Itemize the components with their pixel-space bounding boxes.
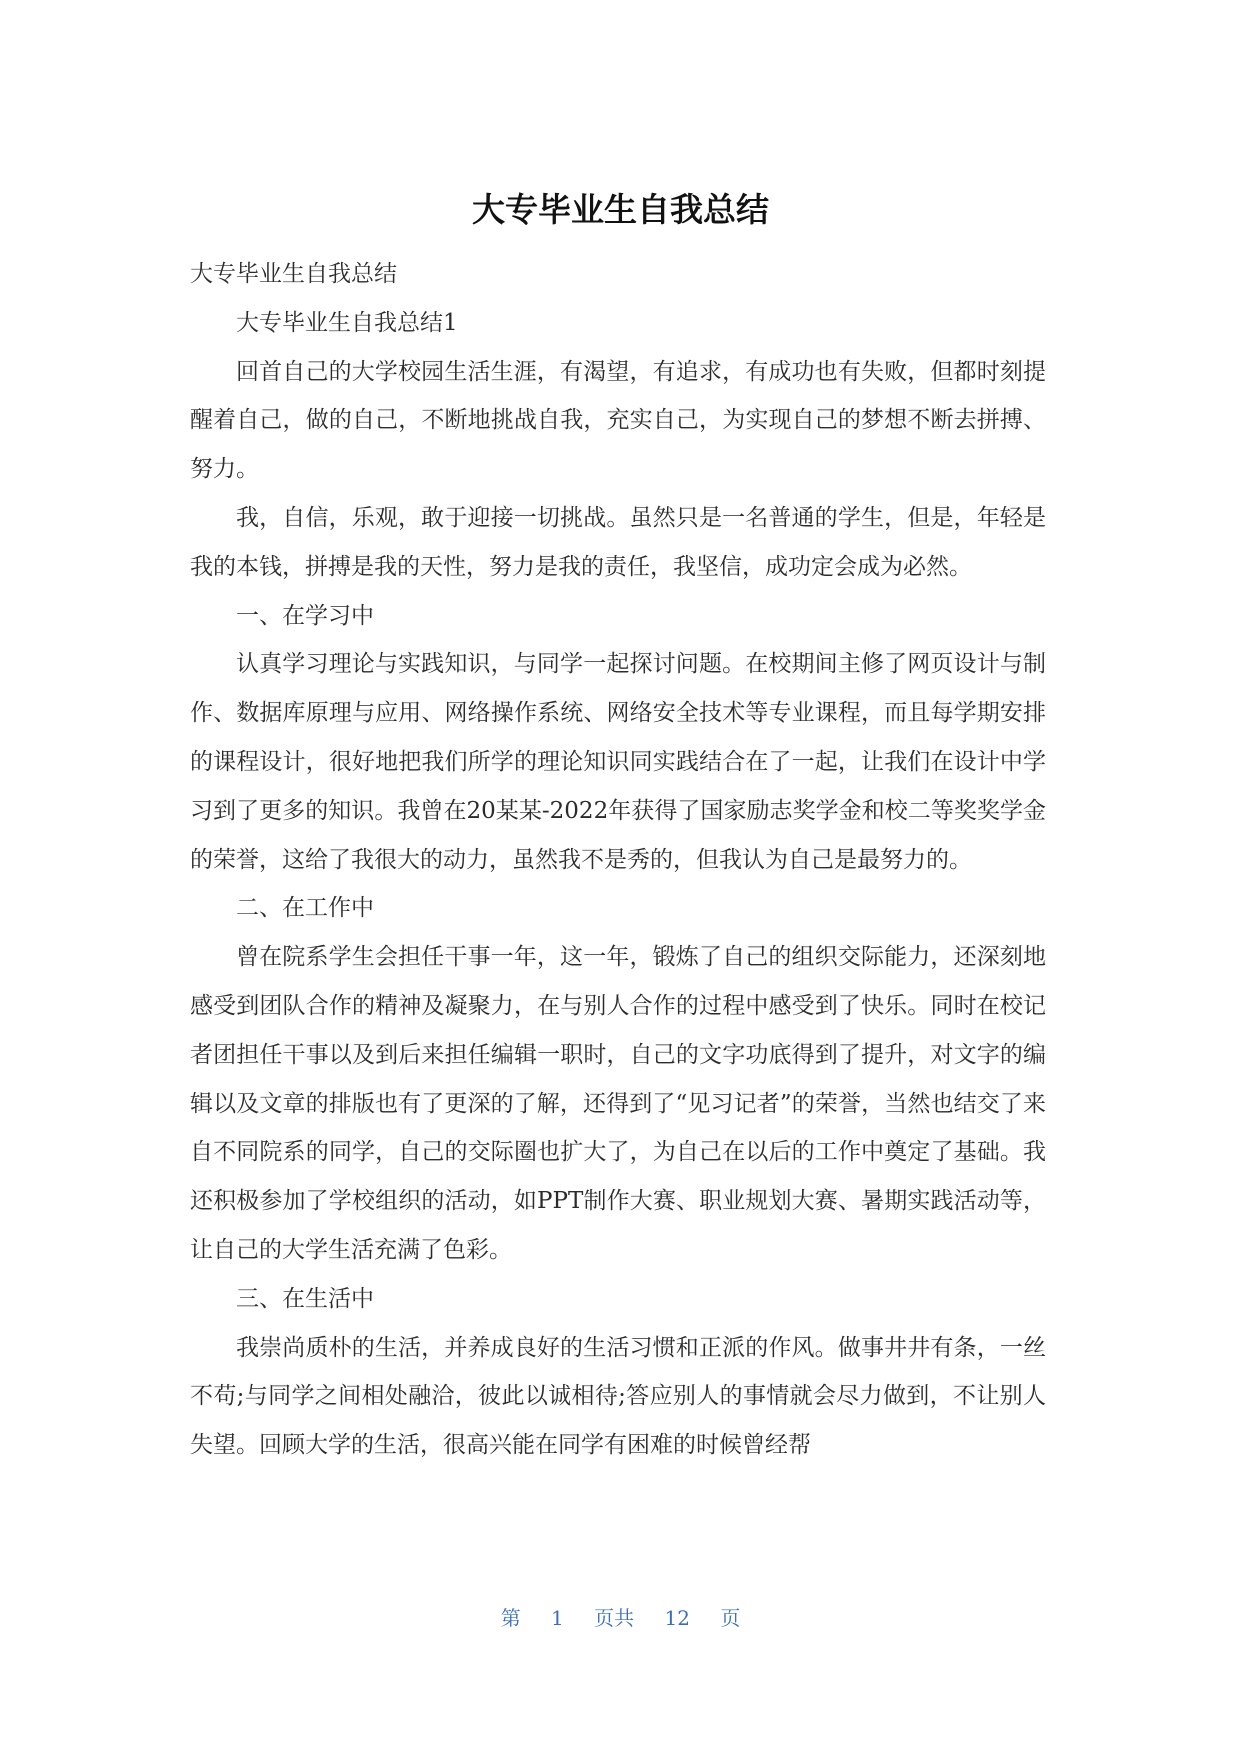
section-heading: 一、在学习中 xyxy=(236,602,374,629)
section-heading: 三、在生活中 xyxy=(236,1285,374,1312)
paragraph: 我，自信，乐观，敢于迎接一切挑战。虽然只是一名普通的学生，但是，年轻是我的本钱，拼搏是我的天性，努力是我的责任，我坚信，成功定会成为必然。 xyxy=(190,504,1046,580)
paragraph: 我崇尚质朴的生活，并养成良好的生活习惯和正派的作风。做事井井有条，一丝不苟;与同学之间相处融洽，彼此以诚相待;答应别人的事情就会尽力做到，不让别人失望。回顾大学的生活，很高兴能在同学有困难的时候曾经帮 xyxy=(190,1334,1046,1459)
current-page-number: 1 xyxy=(551,1606,564,1630)
section-heading: 二、在工作中 xyxy=(236,895,374,922)
document-subtitle: 大专毕业生自我总结 xyxy=(190,261,397,287)
footer-suffix: 页 xyxy=(720,1606,741,1630)
paragraph: 回首自己的大学校园生活生涯，有渴望，有追求，有成功也有失败，但都时刻提醒着自己，做的自己，不断地挑战自我，充实自己，为实现自己的梦想不断去拼搏、努力。 xyxy=(190,358,1046,483)
document-body xyxy=(190,250,1046,1470)
section-heading: 大专毕业生自我总结1 xyxy=(236,309,458,336)
paragraph: 认真学习理论与实践知识，与同学一起探讨问题。在校期间主修了网页设计与制作、数据库原理与应用、网络操作系统、网络安全技术等专业课程，而且每学期安排的课程设计，很好地把我们所学的理论知识同实践结合在了一起，让我们在设计中学习到了更多的知识。我曾在20某某-2022年获得了国家励志奖学金和校二等奖奖学金的荣誉，这给了我很大的动力，虽然我不是秀的，但我认为自己是最努力的。 xyxy=(190,651,1046,873)
total-page-count: 12 xyxy=(664,1606,690,1630)
paragraph: 曾在院系学生会担任干事一年，这一年，锻炼了自己的组织交际能力，还深刻地感受到团队合作的精神及凝聚力，在与别人合作的过程中感受到了快乐。同时在校记者团担任干事以及到后来担任编辑一职时，自己的文字功底得到了提升，对文字的编辑以及文章的排版也有了更深的了解，还得到了“见习记者”的荣誉，当然也结交了来自不同院系的同学，自己的交际圈也扩大了，为自己在以后的工作中奠定了基础。我还积极参加了学校组织的活动，如PPT制作大赛、职业规划大赛、暑期实践活动等，让自己的大学生活充满了色彩。 xyxy=(190,944,1046,1263)
document-title: 大专毕业生自我总结 xyxy=(472,190,769,229)
page-footer xyxy=(0,1604,1241,1632)
footer-middle: 页共 xyxy=(594,1606,635,1630)
footer-prefix: 第 xyxy=(500,1606,521,1630)
